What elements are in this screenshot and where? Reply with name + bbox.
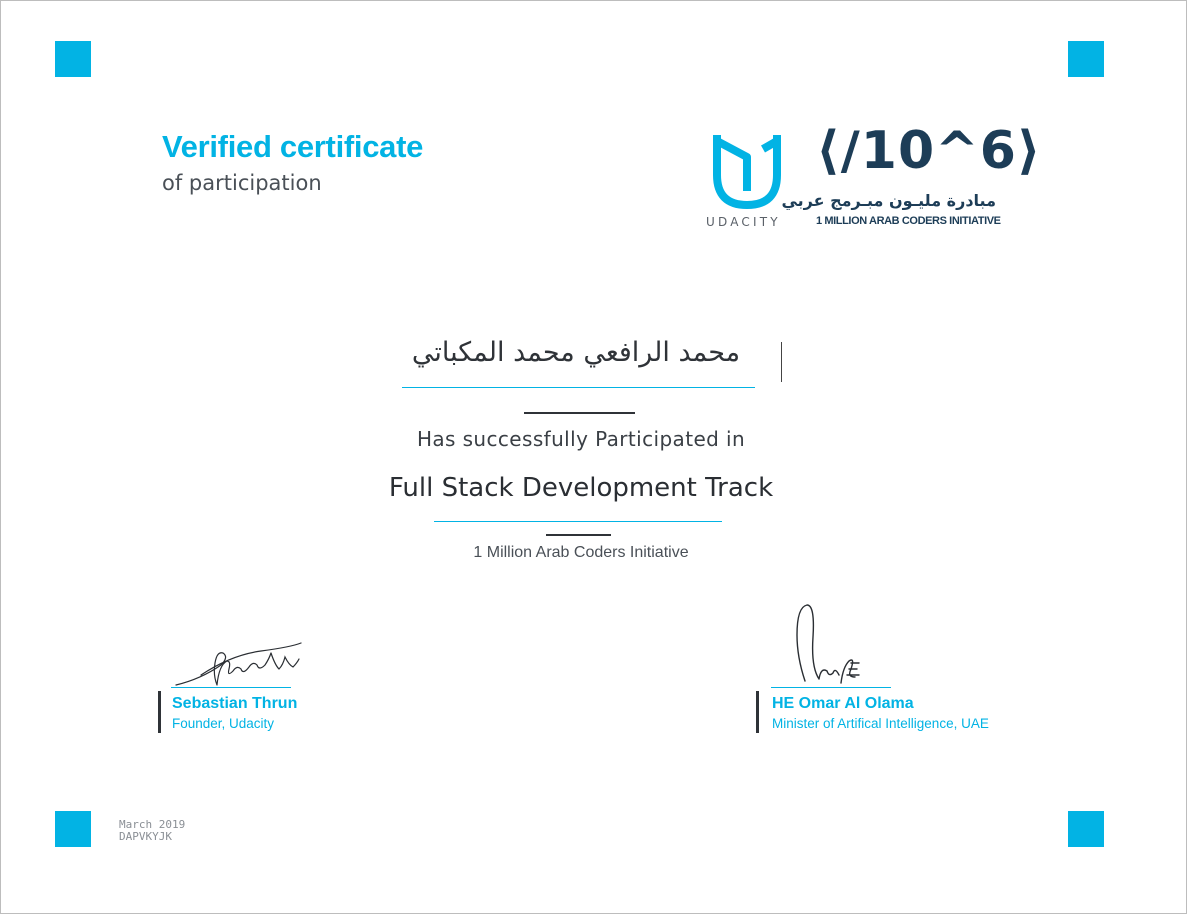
certificate-heading: Verified certificate bbox=[162, 129, 424, 164]
signatory-name-right: HE Omar Al Olama bbox=[772, 695, 914, 712]
corner-square-bottom-right bbox=[1068, 811, 1104, 847]
signature-omar-al-olama-icon bbox=[785, 597, 875, 693]
track-underline bbox=[434, 521, 722, 522]
divider-dark-small bbox=[546, 534, 611, 536]
corner-square-bottom-left bbox=[55, 811, 91, 847]
corner-square-top-left bbox=[55, 41, 91, 77]
recipient-underline bbox=[402, 387, 755, 388]
text-cursor bbox=[781, 342, 782, 382]
signature-line-right bbox=[771, 687, 891, 688]
track-name: Full Stack Development Track bbox=[388, 473, 774, 503]
signature-bar-right bbox=[756, 691, 759, 733]
signature-line-left bbox=[171, 687, 291, 688]
udacity-wordmark: UDACITY bbox=[706, 215, 781, 229]
certificate-subheading: of participation bbox=[162, 171, 322, 195]
recipient-name: محمد الرافعي محمد المكباتي bbox=[411, 337, 741, 368]
signatory-name-left: Sebastian Thrun bbox=[172, 695, 298, 712]
certificate-code: DAPVKYJK bbox=[119, 830, 172, 843]
participation-statement: Has successfully Participated in bbox=[416, 427, 746, 451]
program-name: 1 Million Arab Coders Initiative bbox=[473, 544, 689, 561]
initiative-english-name: 1 MILLION ARAB CODERS INITIATIVE bbox=[816, 215, 1001, 227]
initiative-arabic-name: مبادرة مليـون مبـرمج عربي bbox=[781, 191, 996, 210]
signature-sebastian-thrun-icon bbox=[171, 635, 311, 693]
corner-square-top-right bbox=[1068, 41, 1104, 77]
signature-bar-left bbox=[158, 691, 161, 733]
initiative-logo-mark: ⟨/10^6⟩ bbox=[816, 121, 1042, 181]
issue-date: March 2019 bbox=[119, 818, 186, 831]
signatory-role-left: Founder, Udacity bbox=[172, 716, 275, 731]
divider-dark bbox=[524, 412, 635, 414]
signatory-role-right: Minister of Artifical Intelligence, UAE bbox=[772, 716, 989, 731]
